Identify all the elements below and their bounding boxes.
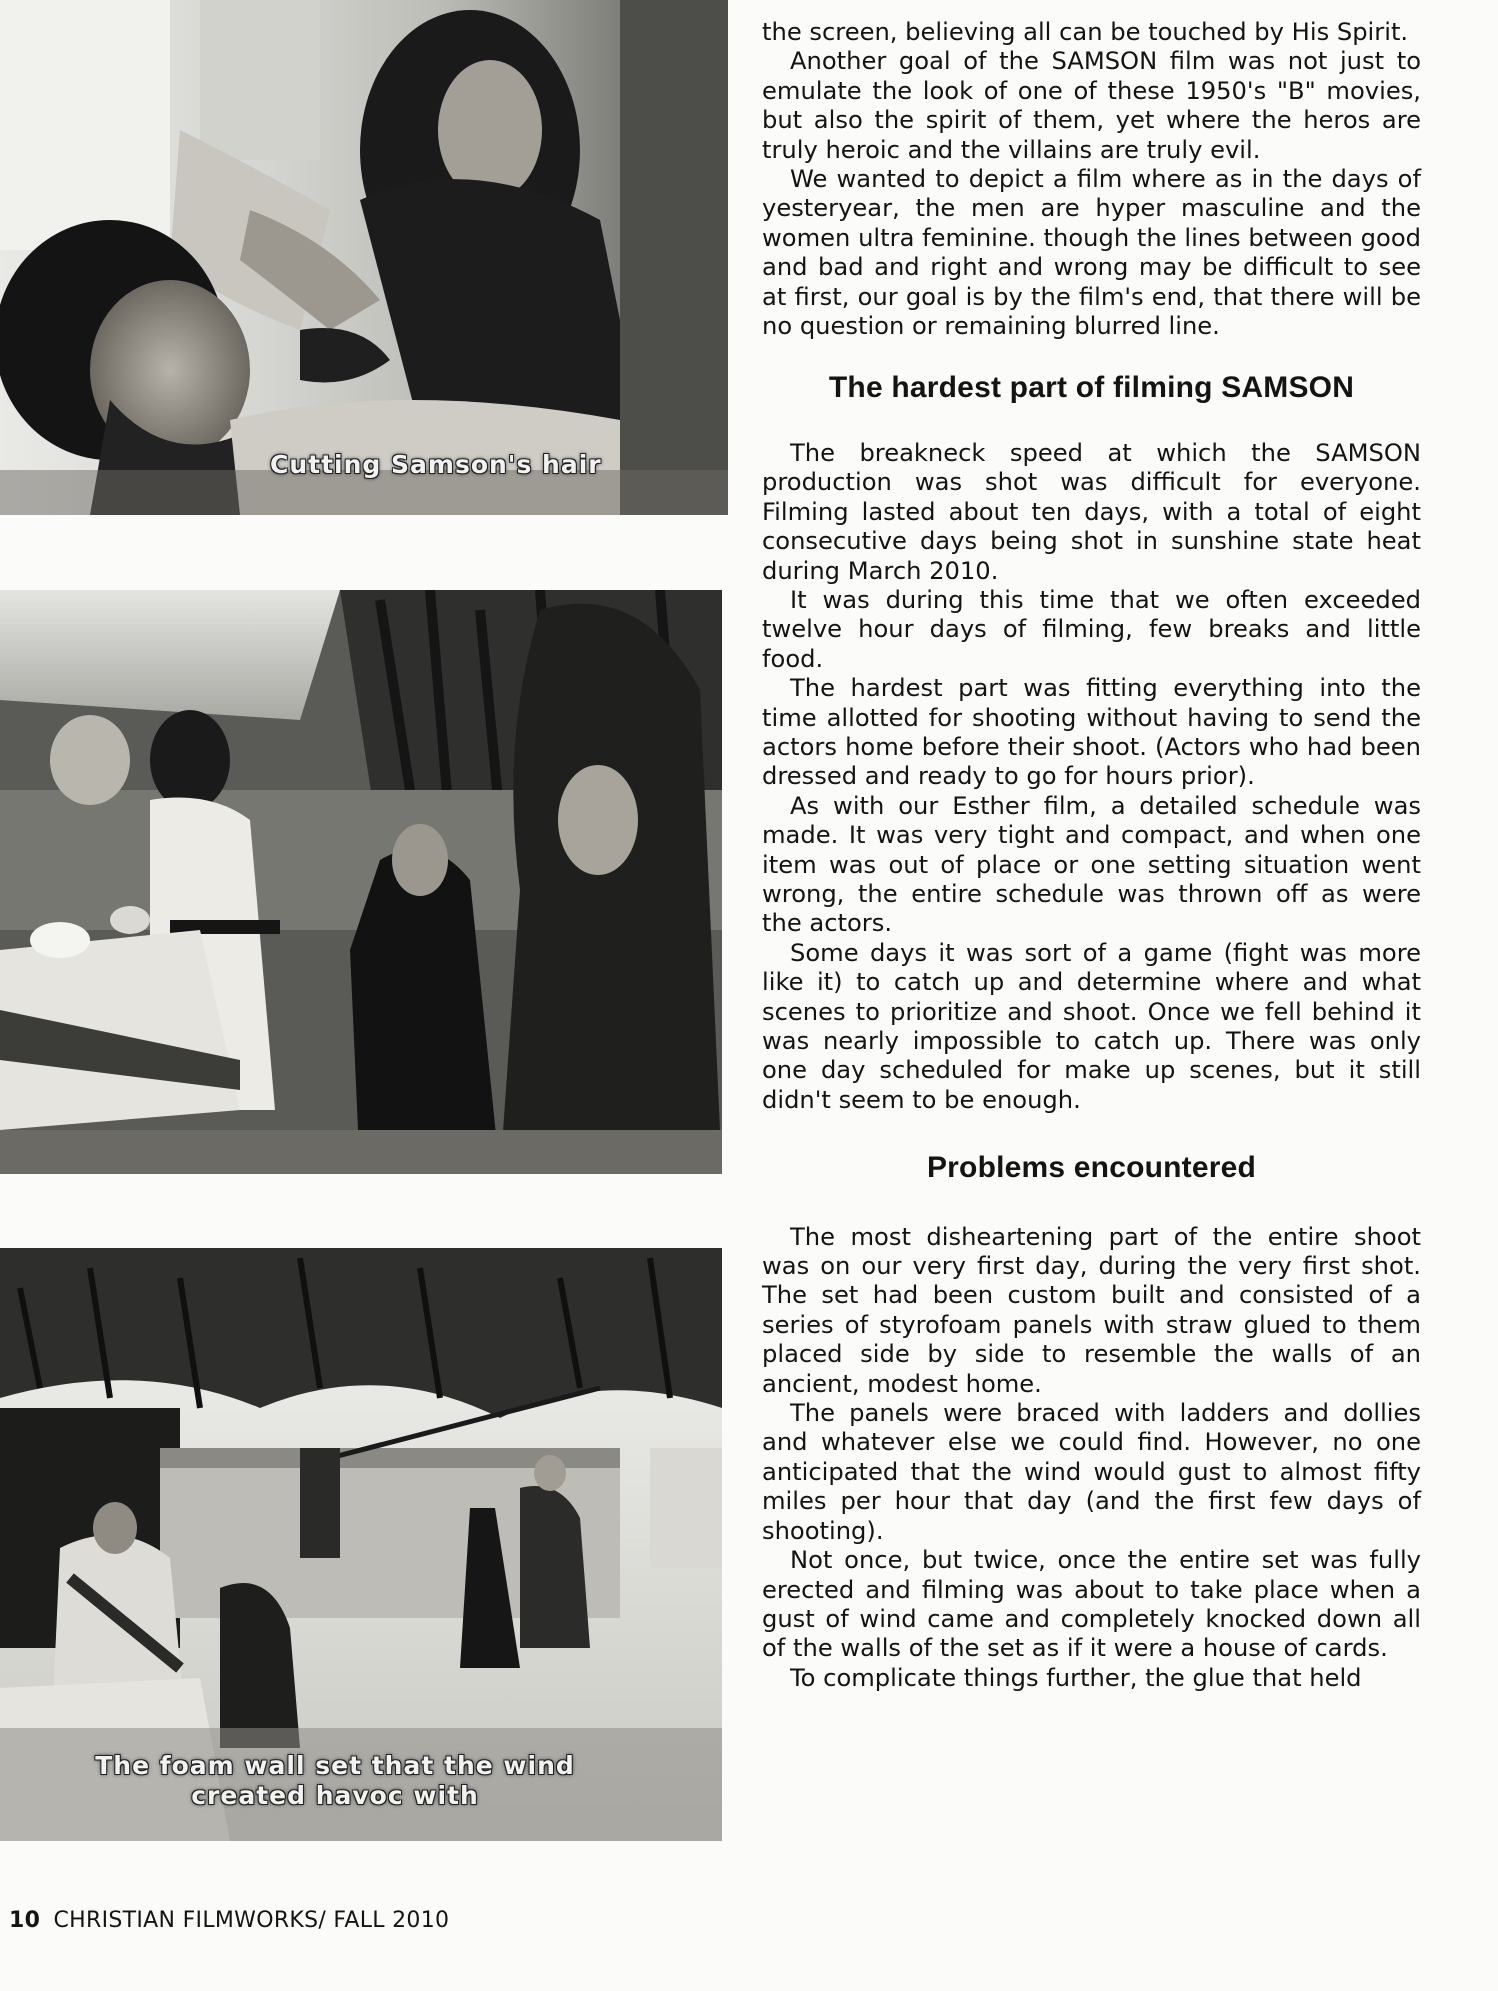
section-heading: The hardest part of filming SAMSON <box>828 371 1355 405</box>
photo-costumed-actors <box>0 590 722 1174</box>
photo-caption-line-1: The foam wall set that the wind <box>95 1751 575 1780</box>
publication-name: CHRISTIAN FILMWORKS/ FALL 2010 <box>53 1908 450 1933</box>
article-column <box>762 18 1421 1693</box>
paragraph: We wanted to depict a film where as in the days of yesteryear, the men are hyper masculine and the women ultra feminine. though the lines between good and bad and right and wrong may be difficult to see at first, our goal is by the film's end, that there will be no question or remaining blurred line. <box>762 165 1421 341</box>
paragraph: As with our Esther film, a detailed schedule was made. It was very tight and compact, and when one item was out of place or one setting situation went wrong, the entire schedule was thrown off as were the actors. <box>762 791 1421 938</box>
paragraph: Another goal of the SAMSON film was not just to emulate the look of one of these 1950's "B" movies, but also the spirit of them, yet where the heros are truly heroic and the villains are truly evil. <box>762 47 1421 164</box>
paragraph: To complicate things further, the glue that held <box>790 1663 1362 1692</box>
photo-caption-line-2: created havoc with <box>191 1781 479 1810</box>
photo-costumed-actors-image <box>0 590 722 1174</box>
paragraph: Not once, but twice, once the entire set was fully erected and filming was about to take place when a gust of wind came and completely knocked down all of the walls of the set as if it were a house of cards. <box>762 1546 1421 1663</box>
photo-caption: Cutting Samson's hair <box>270 450 602 479</box>
page-number: 10 <box>9 1908 41 1933</box>
paragraph: The panels were braced with ladders and dollies and whatever else we could find. However, no one anticipated that the wind would gust to almost fifty miles per hour that day (and the first few days of shooting). <box>762 1399 1421 1545</box>
paragraph: The most disheartening part of the entire shoot was on our very first day, during the very first shot. The set had been custom built and consisted of a series of styrofoam panels with straw glued to them placed side by side to resemble the walls of an ancient, modest home. <box>762 1222 1421 1398</box>
photo-cutting-hair <box>0 0 728 515</box>
page-footer <box>9 1908 449 1933</box>
paragraph: the screen, believing all can be touched by His Spirit. <box>762 18 1409 46</box>
section-heading: Problems encountered <box>926 1151 1257 1185</box>
photo-caption <box>70 1751 600 1811</box>
paragraph: The breakneck speed at which the SAMSON production was shot was difficult for everyone. Filming lasted about ten days, with a total of eight consecutive days being shot in sunshine state heat during March 2010. <box>762 438 1421 585</box>
paragraph: Some days it was sort of a game (fight was more like it) to catch up and determine where and what scenes to prioritize and shoot. Once we fell behind it was nearly impossible to catch up. There was only one day scheduled for make up scenes, but it still didn't seem to be enough. <box>762 938 1421 1114</box>
paragraph: The hardest part was fitting everything into the time allotted for shooting without having to send the actors home before their shoot. (Actors who had been dressed and ready to go for hours prior). <box>762 674 1421 791</box>
photo-foam-wall-set <box>0 1248 722 1841</box>
photo-cutting-hair-image <box>0 0 728 515</box>
paragraph: It was during this time that we often exceeded twelve hour days of filming, few breaks and little food. <box>762 585 1421 673</box>
